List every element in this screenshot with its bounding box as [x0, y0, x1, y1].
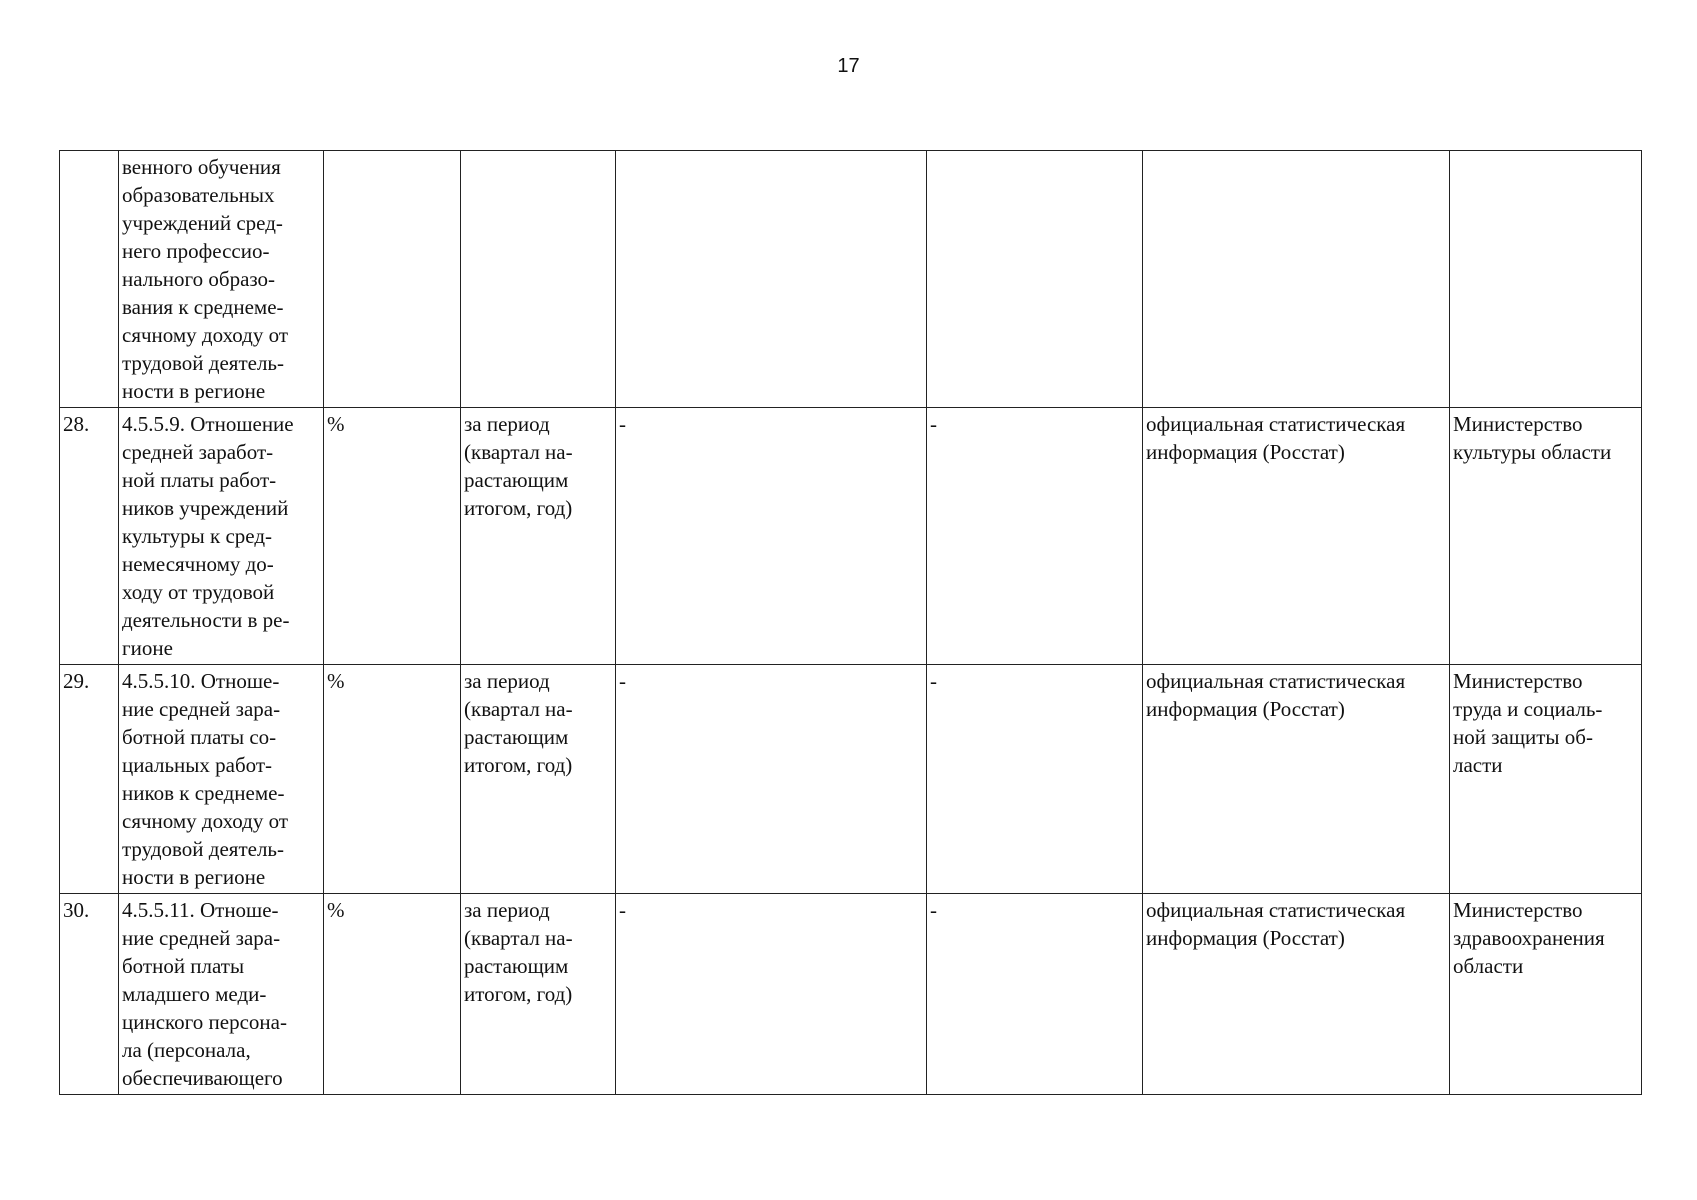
unit-cell: %: [324, 894, 461, 1095]
table-row: [60, 665, 1642, 894]
value-cell: -: [616, 894, 927, 1095]
value-cell: -: [927, 894, 1143, 1095]
period-cell: [461, 151, 616, 408]
value-cell: [616, 151, 927, 408]
row-number-cell: 29.: [60, 665, 119, 894]
source-cell: официальная статистическая информация (Росстат): [1143, 665, 1450, 894]
indicator-name-cell: 4.5.5.10. Отноше- ние средней зара- ботной платы со- циальных работ- ников к среднеме- сячному доходу от трудовой деятель- ности в регионе: [119, 665, 324, 894]
responsible-cell: Министерство здравоохранения области: [1450, 894, 1642, 1095]
period-cell: за период (квартал на- растающим итогом, год): [461, 408, 616, 665]
row-number-cell: [60, 151, 119, 408]
value-cell: -: [927, 665, 1143, 894]
indicator-name-cell: венного обучения образовательных учреждений сред- него профессио- нального образо- вания к среднеме- сячному доходу от трудовой деятель- ности в регионе: [119, 151, 324, 408]
unit-cell: [324, 151, 461, 408]
value-cell: [927, 151, 1143, 408]
row-number-cell: 30.: [60, 894, 119, 1095]
value-cell: -: [616, 665, 927, 894]
unit-cell: %: [324, 408, 461, 665]
table-row: [60, 894, 1642, 1095]
period-cell: за период (квартал на- растающим итогом, год): [461, 894, 616, 1095]
value-cell: -: [927, 408, 1143, 665]
unit-cell: %: [324, 665, 461, 894]
source-cell: [1143, 151, 1450, 408]
source-cell: официальная статистическая информация (Росстат): [1143, 894, 1450, 1095]
responsible-cell: [1450, 151, 1642, 408]
row-number-cell: 28.: [60, 408, 119, 665]
table-row: [60, 408, 1642, 665]
page-number: 17: [837, 55, 860, 77]
responsible-cell: Министерство труда и социаль- ной защиты об- ласти: [1450, 665, 1642, 894]
indicator-name-cell: 4.5.5.11. Отноше- ние средней зара- ботной платы младшего меди- цинского персона- ла (персонала, обеспечивающего: [119, 894, 324, 1095]
period-cell: за период (квартал на- растающим итогом, год): [461, 665, 616, 894]
indicator-name-cell: 4.5.5.9. Отношение средней заработ- ной платы работ- ников учреждений культуры к сред- немесячному до- ходу от трудовой деятельности в ре- гионе: [119, 408, 324, 665]
responsible-cell: Министерство культуры области: [1450, 408, 1642, 665]
table-row: [60, 151, 1642, 408]
value-cell: -: [616, 408, 927, 665]
indicators-table: [59, 150, 1642, 1095]
source-cell: официальная статистическая информация (Росстат): [1143, 408, 1450, 665]
